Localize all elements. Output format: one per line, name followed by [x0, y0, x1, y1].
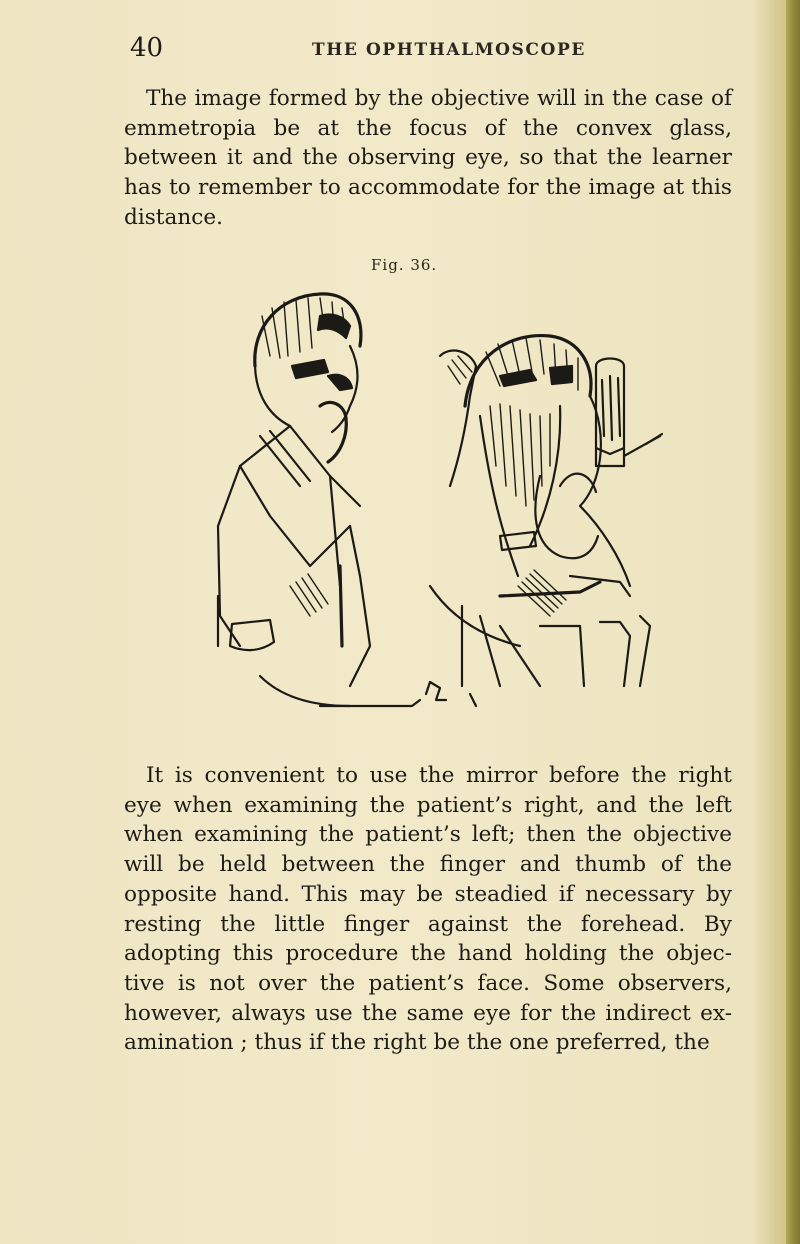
- examination-drawing: [200, 286, 670, 726]
- paragraph-2: It is convenient to use the mirror before the right eye when examining the patient’s right, and the left when examining the patient’s left; then the objective will be held between the finger and thumb of the opposite hand. This may be steadied if necessary by resting the little finger against the forehead. By adopting this procedure the hand holding the objec-tive is not over the patient’s face. Some observers, however, always use the same eye for the indirect ex-amination ; thus if the right be the one preferred, the: [124, 763, 732, 1056]
- figure-illustration: [200, 286, 670, 726]
- page-number: 40: [130, 33, 164, 63]
- patient-figure: [430, 336, 650, 686]
- paragraph-1: The image formed by the objective will in the case of emmetropia be at the focus of the convex glass, between it and the observing eye, so that the learner has to remember to accommodate for the image at this distance.: [124, 86, 732, 230]
- running-head: THE OPHTHALMOSCOPE: [312, 40, 586, 60]
- figure-label: Fig. 36.: [371, 256, 438, 274]
- page-edge: [786, 0, 800, 1244]
- lamp-figure: [596, 359, 662, 467]
- examiner-figure: [218, 294, 370, 686]
